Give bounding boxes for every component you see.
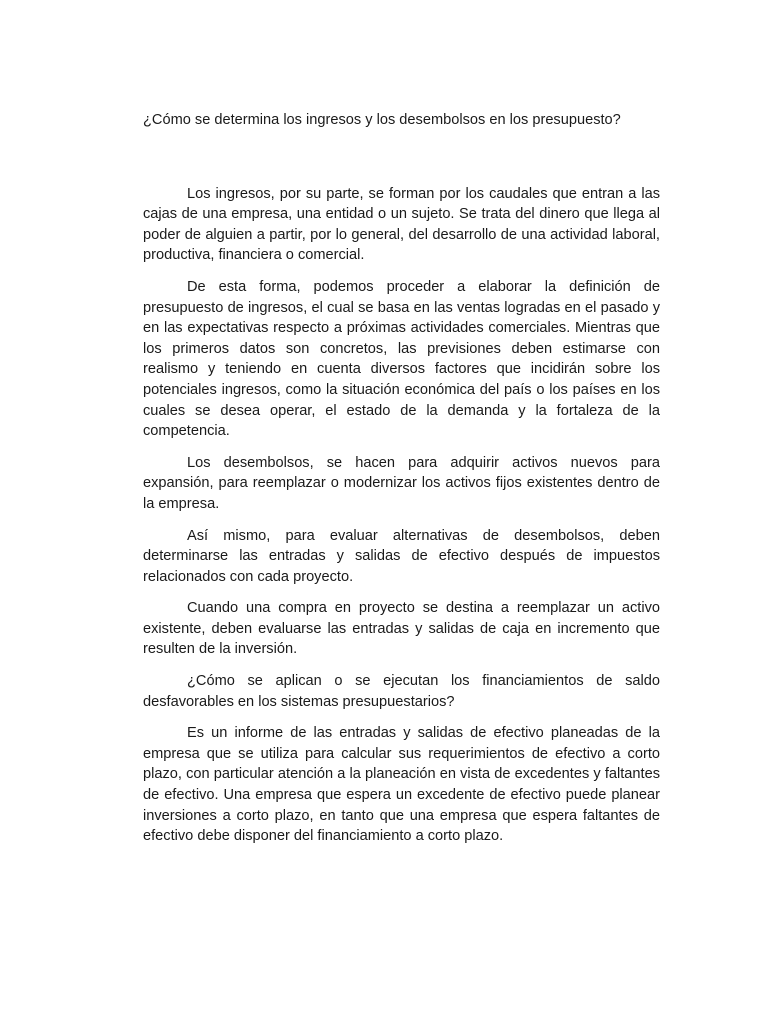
paragraph-question-financiamientos: ¿Cómo se aplican o se ejecutan los financiamientos de saldo desfavorables en los sistemas presupuestarios? (143, 673, 660, 710)
paragraph-alternativas-desembolsos: Así mismo, para evaluar alternativas de desembolsos, deben determinarse las entradas y salidas de efectivo después de impuestos relacionados con cada proyecto. (143, 527, 660, 585)
paragraph-desembolsos: Los desembolsos, se hacen para adquirir activos nuevos para expansión, para reemplazar o modernizar los activos fijos existentes dentro de la empresa. (143, 454, 660, 512)
paragraph-reemplazo-activo: Cuando una compra en proyecto se destina a reemplazar un activo existente, deben evaluarse las entradas y salidas de caja en incremento que resulten de la inversión. (143, 600, 660, 658)
paragraph-ingresos-definicion: Los ingresos, por su parte, se forman por los caudales que entran a las cajas de una empresa, una entidad o un sujeto. Se trata del dinero que llega al poder de alguien a partir, por lo general, del desarrollo de una actividad laboral, productiva, financiera o comercial. (143, 185, 660, 264)
paragraph-informe-efectivo: Es un informe de las entradas y salidas de efectivo planeadas de la empresa que se utiliza para calcular sus requerimientos de efectivo a corto plazo, con particular atención a la planeación en vista de excedentes y faltantes de efectivo. Una empresa que espera un excedente de efectivo puede planear inversiones a corto plazo, en tanto que una empresa que espera faltantes de efectivo debe disponer del financiamiento a corto plazo. (143, 725, 660, 845)
document-title: ¿Cómo se determina los ingresos y los desembolsos en los presupuesto? (143, 112, 621, 128)
paragraph-presupuesto-ingresos: De esta forma, podemos proceder a elaborar la definición de presupuesto de ingresos, el cual se basa en las ventas logradas en el pasado y en las expectativas respecto a próximas actividades comerciales. Mientras que los primeros datos son concretos, las previsiones deben estimarse con realismo y teniendo en cuenta diversos factores que incidirán sobre los potenciales ingresos, como la situación económica del país o los países en los cuales se desea operar, el estado de la demanda y la fortaleza de la competencia. (143, 278, 660, 440)
document-body (143, 110, 660, 858)
